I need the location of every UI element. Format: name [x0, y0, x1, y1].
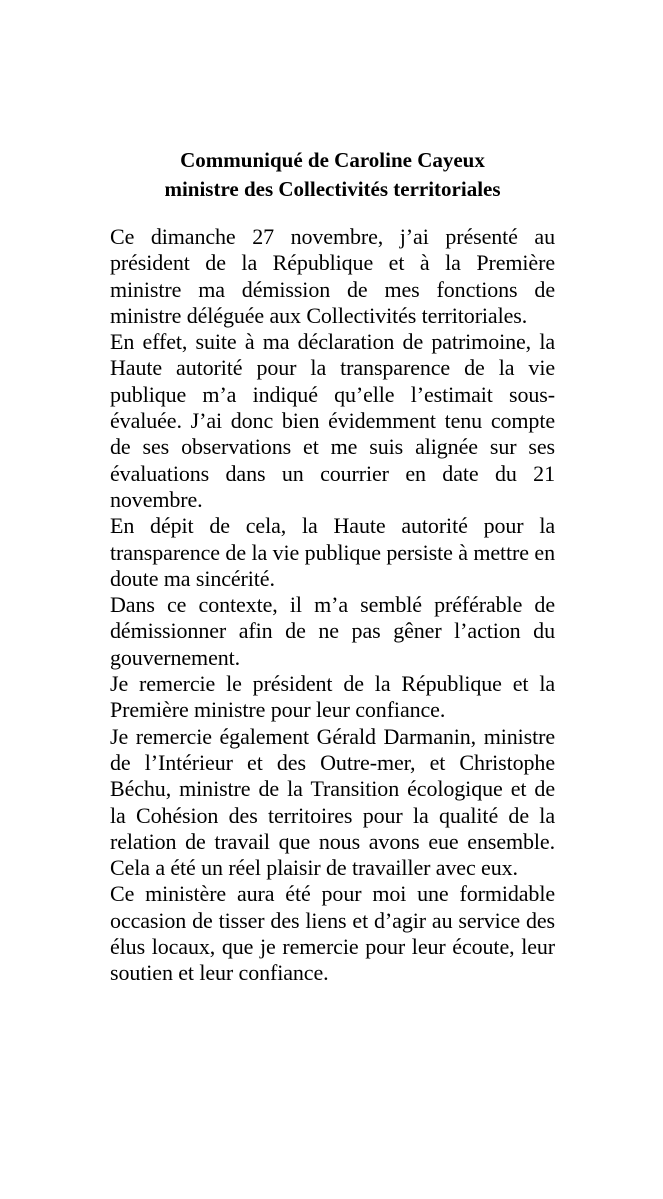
paragraph-doubt: En dépit de cela, la Haute autorité pour la transparence de la vie publique persiste à mettre en doute ma sincérité. — [110, 513, 555, 591]
document-title — [110, 146, 555, 204]
paragraph-context: Dans ce contexte, il m’a semblé préférable de démissionner afin de ne pas gêner l’action du gouvernement. — [110, 592, 555, 670]
document-body — [110, 224, 555, 987]
paragraph-patrimony: En effet, suite à ma déclaration de patrimoine, la Haute autorité pour la transparence de la vie publique m’a indiqué qu’elle l’estimait sous-évaluée. J’ai donc bien évidemment tenu compte de ses observations et me suis alignée sur ses évaluations dans un courrier en date du 21 novembre. — [110, 329, 555, 512]
title-line-2: ministre des Collectivités territoriales — [164, 177, 501, 201]
press-release — [110, 146, 555, 987]
paragraph-thanks-president: Je remercie le président de la République et la Première ministre pour leur confiance. — [110, 671, 555, 723]
title-line-1: Communiqué de Caroline Cayeux — [180, 148, 485, 172]
paragraph-resignation: Ce dimanche 27 novembre, j’ai présenté au président de la République et à la Première ministre ma démission de mes fonctions de ministre déléguée aux Collectivités territoriales. — [110, 224, 555, 328]
paragraph-thanks-ministers: Je remercie également Gérald Darmanin, ministre de l’Intérieur et des Outre-mer, et Christophe Béchu, ministre de la Transition écologique et de la Cohésion des territoires pour la qualité de la relation de travail que nous avons eue ensemble. Cela a été un réel plaisir de travailler avec eux. — [110, 723, 555, 881]
paragraph-closing: Ce ministère aura été pour moi une formidable occasion de tisser des liens et d’agir au service des élus locaux, que je remercie pour leur écoute, leur soutien et leur confiance. — [110, 881, 555, 986]
